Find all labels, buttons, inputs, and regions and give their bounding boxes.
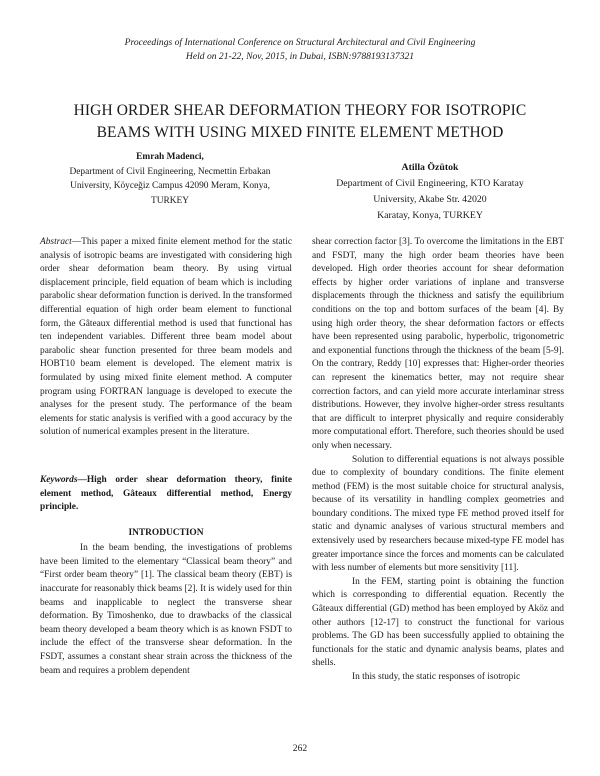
header-line-2: Held on 21-22, Nov, 2015, in Dubai, ISBN:9788193137321 (185, 51, 415, 62)
author-2-name: Atilla Özütok (401, 162, 459, 173)
keywords-label: Keywords (40, 474, 78, 485)
abstract-label: Abstract (40, 237, 72, 247)
header-line-1: Proceedings of International Conference on Structural Architectural and Civil Engineering (124, 37, 476, 48)
right-paragraph-2: Solution to differential equations is not always possible due to complexity of boundary conditions. The finite element method (FEM) is the most suitable choice for structural analysis, because of its versatility in handling complex geometries and boundary conditions. The mixed type FE method proved itself for static and dynamic analyses of various structural members and extensively used by researchers because mixed-type FE model has greater importance since the forces and moments can be calculated with less number of elements but more sensitivity [11]. (312, 454, 564, 574)
page-number: 262 (292, 743, 308, 754)
conference-header (40, 36, 560, 64)
right-column (312, 236, 564, 685)
right-paragraph-1: shear correction factor [3]. To overcome the limitations in the EBT and FSDT, many the high order beam theories have been developed. High order theories account for shear deformation effects by higher order variations of inplane and transverse displacements through the thickness and satisfy the equilibrium conditions on the top and bottom surfaces of the beam [4]. By using high order theory, the shear deformation factors or effects have been represented using parabolic, hyperbolic, trigonometric and exponential functions through the thickness of the beam [5-9]. On the contrary, Reddy [10] expresses that: Higher-order theories can represent the kinematics better, may not require shear correction factors, and can yield more accurate interlaminar stress distributions. However, they involve higher-order stress resultants that are difficult to interpret physically and require considerably more computational effort. Therefore, such theories should be used only when necessary. (312, 237, 564, 451)
abstract-text: —This paper a mixed finite element method for the static analysis of isotropic beams are investigated with considering high order shear deformation beam theory. By using virtual displacement principle, field equation of beam which is including parabolic shear deformation function is derived. In the transformed differential equation of high order beam element to functional form, the Gâteaux differential method is used that functional has ten independent variables. Different three beam model about parabolic shear function presented for three beam models and HOBT10 beam element is developed. The element matrix is formulated by using mixed finite element method. A computer program using FORTRAN language is developed to execute the analyses for the present study. The performance of the beam elements for static analysis is verified with a good accuracy by the solution of numerical examples present in the literature. (40, 237, 292, 438)
abstract (40, 236, 292, 440)
title-line-1: HIGH ORDER SHEAR DEFORMATION THEORY FOR ISOTROPIC (73, 102, 527, 119)
right-paragraph-4: In this study, the static responses of isotropic (352, 672, 521, 682)
author-1-line: Department of Civil Engineering, Necmettin Erbakan (69, 166, 271, 177)
keywords (40, 474, 292, 515)
paper-title (36, 100, 564, 144)
introduction-paragraph: In the beam bending, the investigations of problems have been limited to the elementary “Classical beam theory” and “First order beam theory” [1]. The classical beam theory (EBT) is inaccurate for reasonably thick beams [2]. It is widely used for thin beams and inapplicable to neglect the transverse shear deformation. By Timoshenko, due to drawbacks of the classical beam theory developed a beam theory which is as known FSDT to include the effect of the transverse shear deformation. In the FSDT, assumes a constant shear strain across the thickness of the beam and requires a problem dependent (40, 543, 292, 676)
keywords-text: —High order shear deformation theory, finite element method, Gâteaux differential method, Energy principle. (40, 474, 292, 513)
introduction-heading: INTRODUCTION (128, 527, 204, 538)
right-paragraph-3: In the FEM, starting point is obtaining the function which is corresponding to differential equation. Recently the Gâteaux differential (GD) method has been employed by Aköz and other authors [12-17] to construct the functional for various problems. The GD has been successfully applied to obtaining the functionals for the static and dynamic analysis beams, plates and shells. (312, 576, 564, 669)
title-line-2: BEAMS WITH USING MIXED FINITE ELEMENT METHOD (96, 124, 504, 141)
author-1-line: TURKEY (150, 195, 190, 206)
author-2 (300, 160, 560, 224)
author-1-line: University, Köyceğiz Campus 42090 Meram, Konya, (70, 181, 270, 191)
left-column (40, 236, 292, 678)
author-1 (40, 150, 300, 208)
author-2-line: Department of Civil Engineering, KTO Karatay (336, 178, 524, 189)
author-2-line: University, Akabe Str. 42020 (373, 194, 487, 205)
author-1-name: Emrah Madenci, (136, 152, 204, 162)
author-2-line: Karatay, Konya, TURKEY (377, 210, 483, 221)
